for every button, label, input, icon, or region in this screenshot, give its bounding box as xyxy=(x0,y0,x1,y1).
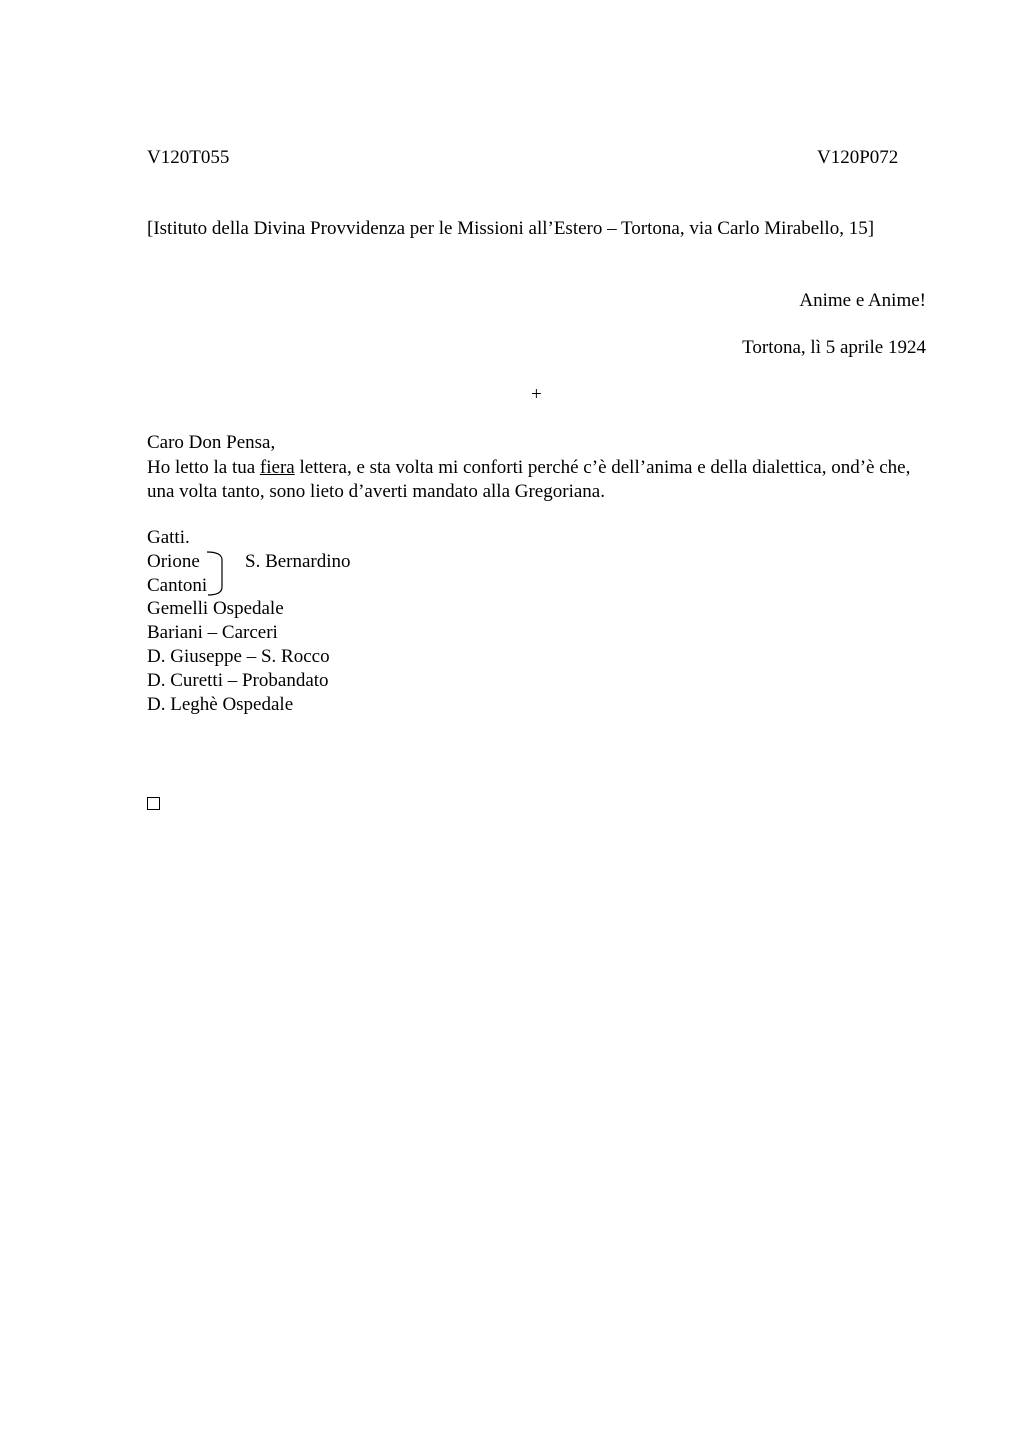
salutation: Caro Don Pensa, xyxy=(147,432,276,453)
letterhead: [Istituto della Divina Provvidenza per le Missioni all’Estero – Tortona, via Carlo Mirabello, 15] xyxy=(147,218,875,239)
paragraph-text-start: Ho letto la tua xyxy=(147,456,260,478)
document-code-left: V120T055 xyxy=(147,147,230,168)
letter-body xyxy=(147,431,917,505)
list-item: Cantoni xyxy=(147,574,208,596)
checkbox-square-icon xyxy=(147,797,160,810)
letter-paragraph xyxy=(147,456,917,505)
list-item: D. Leghè Ospedale xyxy=(147,693,294,715)
document-code-right: V120P072 xyxy=(817,147,899,168)
motto: Anime e Anime! xyxy=(799,290,926,311)
underlined-word: fiera xyxy=(259,456,295,478)
list-item: D. Giuseppe – S. Rocco xyxy=(147,645,330,667)
bracket-icon xyxy=(205,550,229,598)
paragraph-text-end: lettera, e sta volta mi conforti perché c’è dell’anima e della dialettica, ond’è che, una volta tanto, sono lieto d’averti mandato alla Gregoriana. xyxy=(147,456,911,502)
list-item: Gemelli Ospedale xyxy=(147,598,284,620)
bracket-label: S. Bernardino xyxy=(245,551,351,572)
cross-symbol: + xyxy=(531,384,542,405)
list-item: Gatti. xyxy=(147,527,190,548)
list-item: Orione xyxy=(147,550,200,572)
list-item: Bariani – Carceri xyxy=(147,622,278,644)
place-date: Tortona, lì 5 aprile 1924 xyxy=(742,337,926,358)
list-item: D. Curetti – Probandato xyxy=(147,669,329,691)
